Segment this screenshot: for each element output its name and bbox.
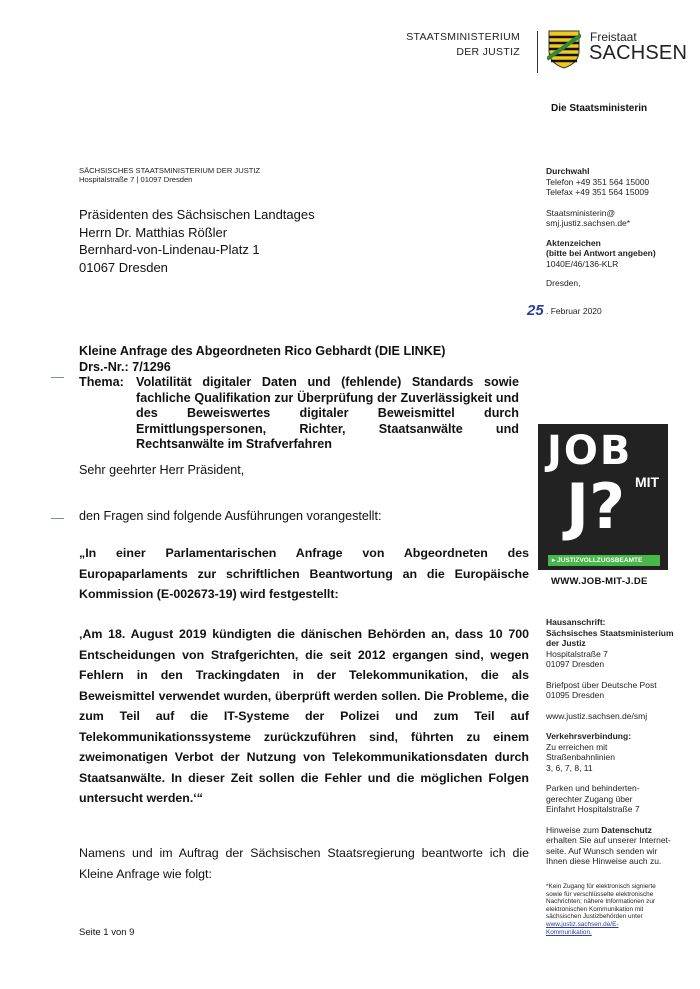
handwritten-day: 25 xyxy=(527,302,544,319)
website: www.justiz.sachsen.de/smj xyxy=(546,710,648,721)
topic-text: Volatilität digitaler Daten und (fehlende) Standards sowie fachliche Qualifikation zur Überprüfung der Zuverlässigkeit und des Beweiswertes digitaler Beweismittel durch Ermittlungspersonen, Richter, Staatsanwälte und Rechtsanwälte im Strafverfahren xyxy=(136,375,519,451)
recipient-line2: Herrn Dr. Matthias Rößler xyxy=(79,224,228,240)
e-communication-link-cont[interactable]: Kommunikation. xyxy=(546,928,592,936)
footnote xyxy=(546,883,656,936)
file-number-label: Aktenzeichen xyxy=(546,237,601,248)
recruitment-ad xyxy=(538,424,668,570)
address-line1: Sächsisches Staatsministerium xyxy=(546,627,674,638)
answer-intro: Namens und im Auftrag der Sächsischen Staatsregierung beantworte ich die Kleine Anfrage wie folgt: xyxy=(79,846,529,881)
parking-line2: gerechter Zugang über xyxy=(546,793,633,804)
contact-block xyxy=(546,166,656,289)
address-street: Hospitalstraße 7 xyxy=(546,648,608,659)
margin-mark xyxy=(51,518,64,519)
topic-label: Thema: xyxy=(79,375,124,389)
sender-line1: SÄCHSISCHES STAATSMINISTERIUM DER JUSTIZ xyxy=(79,166,261,175)
post-line2: 01095 Dresden xyxy=(546,690,605,700)
subject-block xyxy=(79,344,519,453)
durchwahl-label: Durchwahl xyxy=(546,166,590,176)
transport-line3: 3, 6, 7, 8, 11 xyxy=(546,762,593,773)
header-divider xyxy=(537,31,538,73)
email-line1: Staatsministerin@ xyxy=(546,207,616,218)
post-line1: Briefpost über Deutsche Post xyxy=(546,679,657,690)
recipient-line1: Präsidenten des Sächsischen Landtages xyxy=(79,207,315,222)
phone-number: Telefon +49 351 564 15000 xyxy=(546,176,650,187)
footnote-line4: elektronischen Kommunikation mit xyxy=(546,905,644,913)
footnote-line3: Nachrichten; nähere Informationen zur xyxy=(546,898,656,906)
privacy-keyword: Datenschutz xyxy=(601,824,652,835)
transport-line1: Zu erreichen mit xyxy=(546,741,608,752)
privacy-line4: Ihnen diese Hinweise auch zu. xyxy=(546,856,662,866)
footnote-line2: sowie für verschlüsselte elektronische xyxy=(546,890,654,898)
transport-label: Verkehrsverbindung: xyxy=(546,731,632,741)
state-small-label: Freistaat xyxy=(590,30,637,44)
address-label: Hausanschrift: xyxy=(546,617,606,627)
fax-number: Telefax +49 351 564 15009 xyxy=(546,187,649,197)
subject-title: Kleine Anfrage des Abgeordneten Rico Gebhardt (DIE LINKE) xyxy=(79,344,446,358)
address-block xyxy=(546,617,696,867)
sender-line2: Hospitalstraße 7 | 01097 Dresden xyxy=(79,175,193,184)
ministry-line2: DER JUSTIZ xyxy=(456,46,520,58)
document-number: Drs.-Nr.: 7/1296 xyxy=(79,359,171,374)
letter-date: . Februar 2020 xyxy=(546,306,602,316)
privacy-line1: Hinweise zum Datenschutz xyxy=(546,824,652,835)
salutation: Sehr geehrter Herr Präsident, xyxy=(79,463,245,477)
e-communication-link[interactable]: www.justiz.sachsen.de/E- xyxy=(546,920,619,928)
transport-line2: Straßenbahnlinien xyxy=(546,752,615,762)
ministry-name xyxy=(406,30,520,60)
file-number: 1040E/46/136-KLR xyxy=(546,258,619,269)
footnote-line1: *Kein Zugang für elektronisch signierte xyxy=(546,883,656,890)
promo-word-mit: MIT xyxy=(635,474,660,490)
state-name: SACHSEN xyxy=(589,42,688,64)
file-number-hint: (bitte bei Antwort angeben) xyxy=(546,248,656,258)
promo-word-job: JOB xyxy=(547,428,633,474)
footnote-line5: sächsischen Justizbehörden unter xyxy=(546,913,643,921)
minister-label: Die Staatsministerin xyxy=(551,103,648,114)
intro-text: den Fragen sind folgende Ausführungen vorangestellt: xyxy=(79,509,382,523)
address-line2: der Justiz xyxy=(546,638,586,648)
promo-url: WWW.JOB-MIT-J.DE xyxy=(551,576,648,587)
promo-word-j: J? xyxy=(566,470,626,543)
email-line2: smj.justiz.sachsen.de* xyxy=(546,218,631,228)
recipient-line3: Bernhard-von-Lindenau-Platz 1 xyxy=(79,242,260,257)
sender-address xyxy=(79,166,260,184)
margin-mark xyxy=(51,377,64,378)
privacy-line2: erhalten Sie auf unserer Internet- xyxy=(546,835,671,845)
parking-line3: Einfahrt Hospitalstraße 7 xyxy=(546,804,640,814)
recipient-line4: 01067 Dresden xyxy=(79,259,168,275)
quote-intro: „In einer Parlamentarischen Anfrage von Abgeordneten des Europaparlaments zur schriftlichen Beantwortung an die Europäische Kommission (E-002673-19) wird festgestellt: xyxy=(79,546,529,601)
ministry-line1: STAATSMINISTERIUM xyxy=(406,31,520,43)
privacy-line3: seite. Auf Wunsch senden wir xyxy=(546,845,658,856)
date-city: Dresden, xyxy=(546,278,581,288)
parking-line1: Parken und behinderten- xyxy=(546,783,640,793)
recipient-address xyxy=(79,206,315,276)
promo-tagline: ▸ JUSTIZVOLLZUGSBEAMTE xyxy=(548,555,660,566)
quote-body: ‚Am 18. August 2019 kündigten die dänischen Behörden an, dass 10 700 Entscheidungen von Strafgerichten, die seit 2012 ergangen sind, wegen Fehlern in den Trackingdaten in der Telekommunikation, die als Beweismittel verwendet wurden, überprüft werden sollen. Die Probleme, die zum Teil auf die IT-Systeme der Polizei und zum Teil auf Telekommunikationssysteme zurückzuführen sind, führten zu einem zweimonatigen Verbot der Nutzung von Telekommunikationsdaten durch Staatsanwälte. In dieser Zeit sollen die Fehler und die möglichen Folgen untersucht werden.‘“ xyxy=(79,627,529,805)
page-number: Seite 1 von 9 xyxy=(79,927,135,938)
address-city: 01097 Dresden xyxy=(546,659,605,669)
saxony-crest-icon xyxy=(547,29,581,69)
